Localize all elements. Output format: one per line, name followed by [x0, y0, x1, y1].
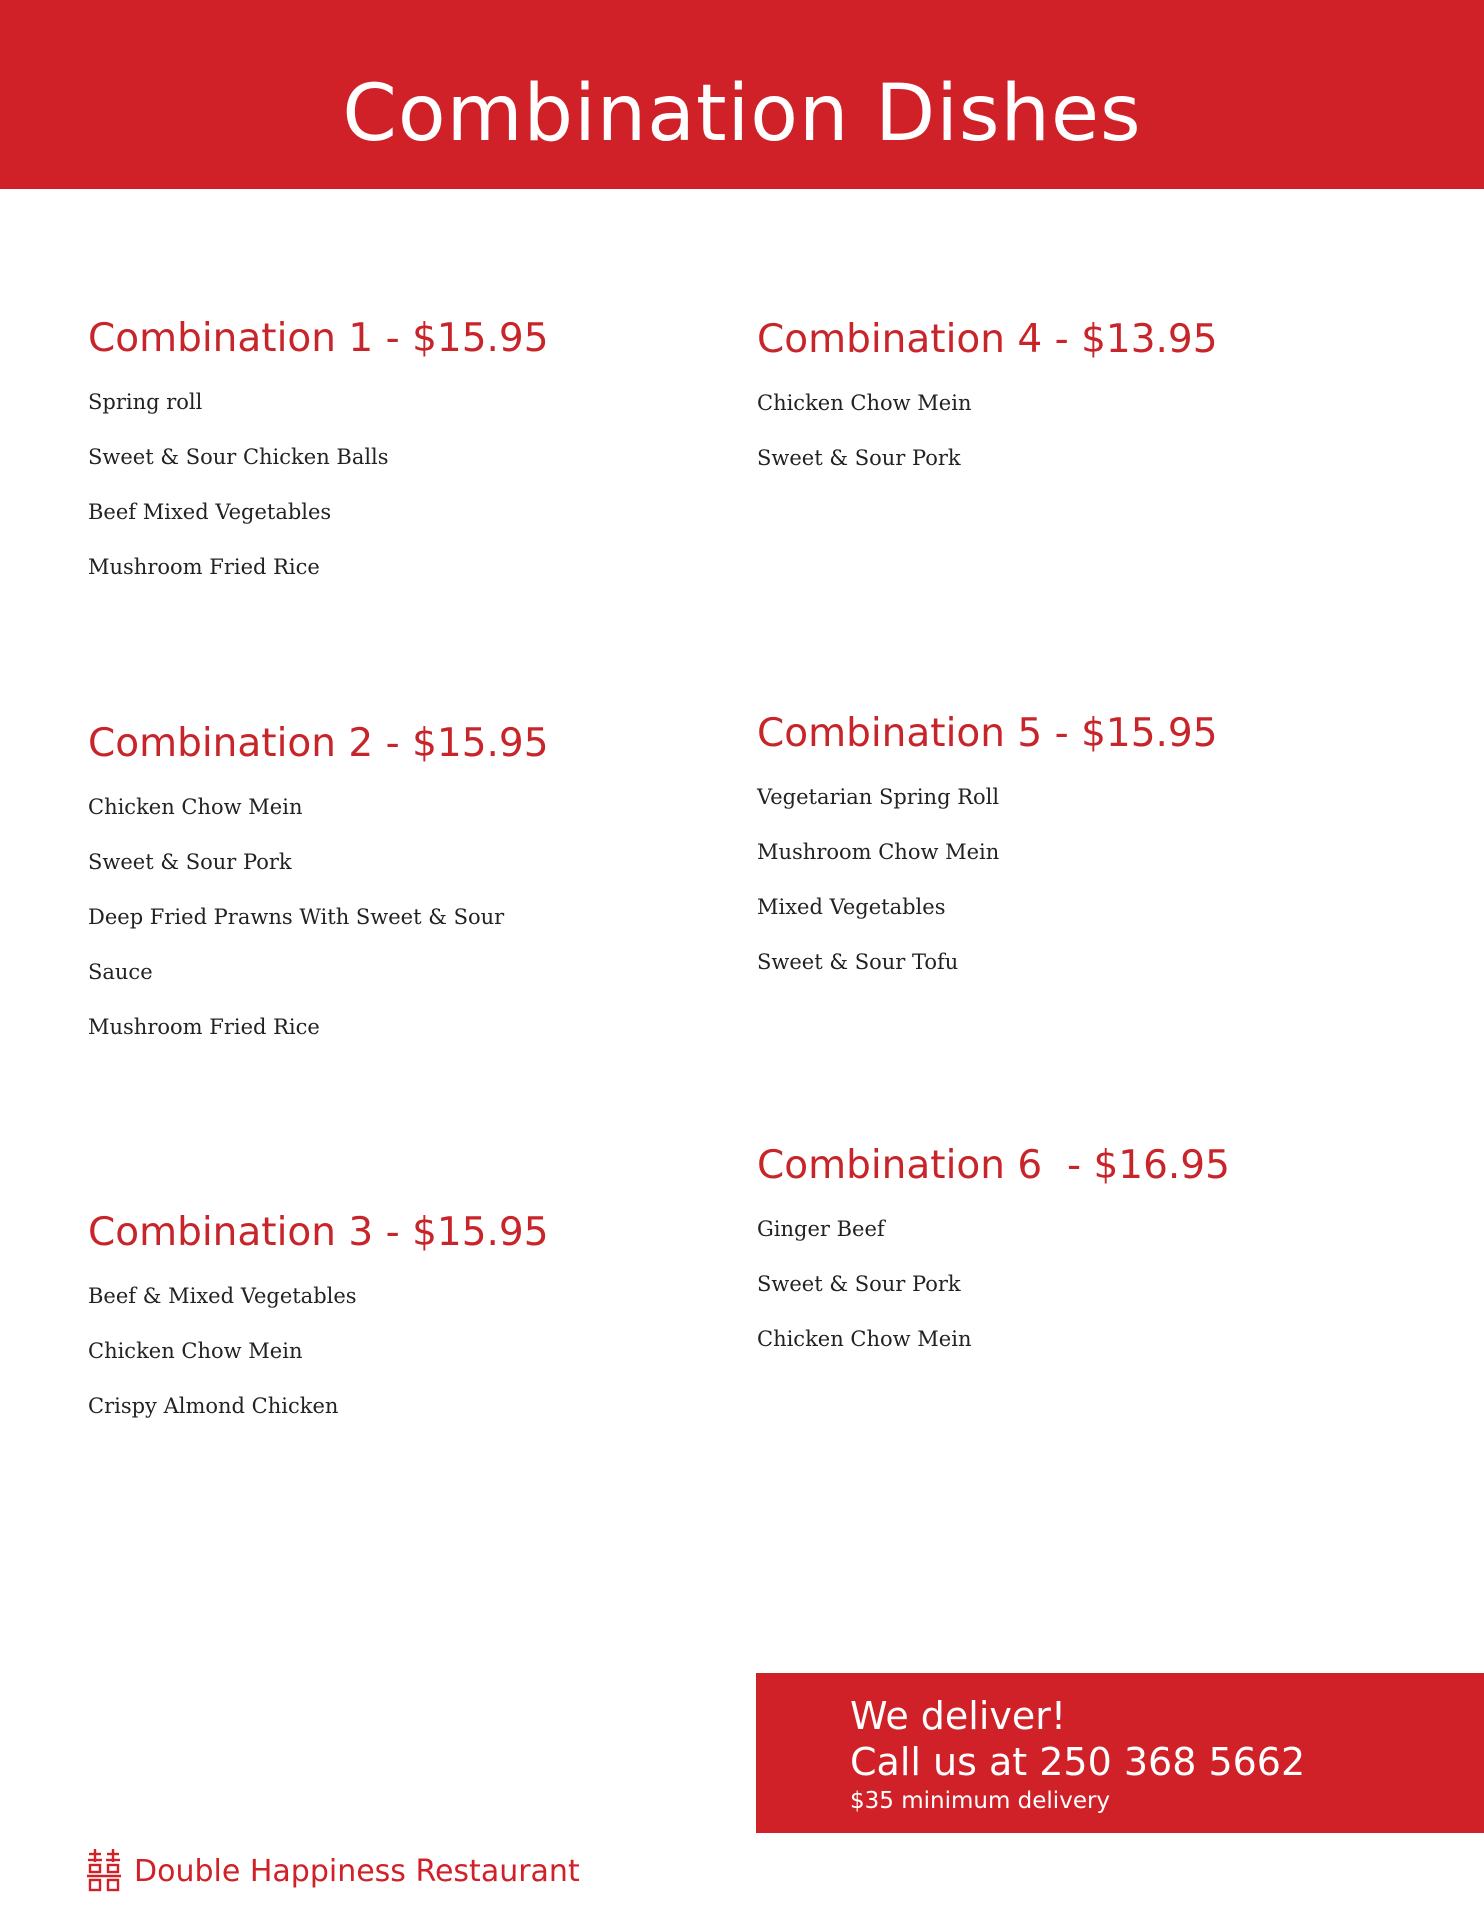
list-item: Sauce [88, 960, 153, 984]
combo-title: Combination 5 - $15.95 [757, 711, 1218, 756]
list-item: Deep Fried Prawns With Sweet & Sour [88, 905, 505, 929]
delivery-headline: We deliver! [850, 1694, 1067, 1738]
list-item: Beef & Mixed Vegetables [88, 1284, 357, 1308]
list-item: Sweet & Sour Tofu [757, 950, 959, 974]
list-item: Beef Mixed Vegetables [88, 500, 332, 524]
combo-items [757, 376, 1218, 486]
list-item: Chicken Chow Mein [88, 795, 303, 819]
list-item: Sweet & Sour Chicken Balls [88, 445, 389, 469]
combo-title: Combination 3 - $15.95 [88, 1210, 549, 1255]
list-item: Sweet & Sour Pork [757, 446, 961, 470]
restaurant-name: Double Happiness Restaurant [134, 1853, 580, 1889]
page-title: Combination Dishes [342, 69, 1142, 159]
list-item: Chicken Chow Mein [88, 1339, 303, 1363]
list-item: Spring roll [88, 390, 203, 414]
combo-1 [88, 315, 549, 595]
combo-4 [757, 316, 1218, 486]
combo-title: Combination 2 - $15.95 [88, 721, 549, 766]
list-item: Ginger Beef [757, 1217, 885, 1241]
list-item: Sweet & Sour Pork [757, 1272, 961, 1296]
list-item: Vegetarian Spring Roll [757, 785, 1000, 809]
list-item: Mixed Vegetables [757, 895, 946, 919]
combo-items [88, 375, 549, 595]
list-item: Chicken Chow Mein [757, 391, 972, 415]
delivery-banner [756, 1673, 1484, 1833]
combo-items [88, 780, 549, 1055]
combo-title: Combination 1 - $15.95 [88, 316, 549, 361]
combo-title: Combination 4 - $13.95 [757, 317, 1218, 362]
double-happiness-icon [86, 1848, 122, 1894]
combo-items [757, 1202, 1230, 1367]
combo-items [88, 1269, 549, 1434]
combo-6 [757, 1142, 1230, 1367]
list-item: Crispy Almond Chicken [88, 1394, 339, 1418]
restaurant-brand [86, 1846, 580, 1896]
list-item: Mushroom Chow Mein [757, 840, 1000, 864]
list-item: Mushroom Fried Rice [88, 555, 320, 579]
delivery-minimum: $35 minimum delivery [850, 1788, 1111, 1814]
page-header [0, 0, 1484, 189]
list-item: Mushroom Fried Rice [88, 1015, 320, 1039]
delivery-phone[interactable]: Call us at 250 368 5662 [850, 1740, 1306, 1784]
combo-5 [757, 710, 1218, 990]
combo-3 [88, 1209, 549, 1434]
list-item: Sweet & Sour Pork [88, 850, 292, 874]
list-item: Chicken Chow Mein [757, 1327, 972, 1351]
combo-items [757, 770, 1218, 990]
combo-title: Combination 6 - $16.95 [757, 1143, 1230, 1188]
combo-2 [88, 720, 549, 1055]
